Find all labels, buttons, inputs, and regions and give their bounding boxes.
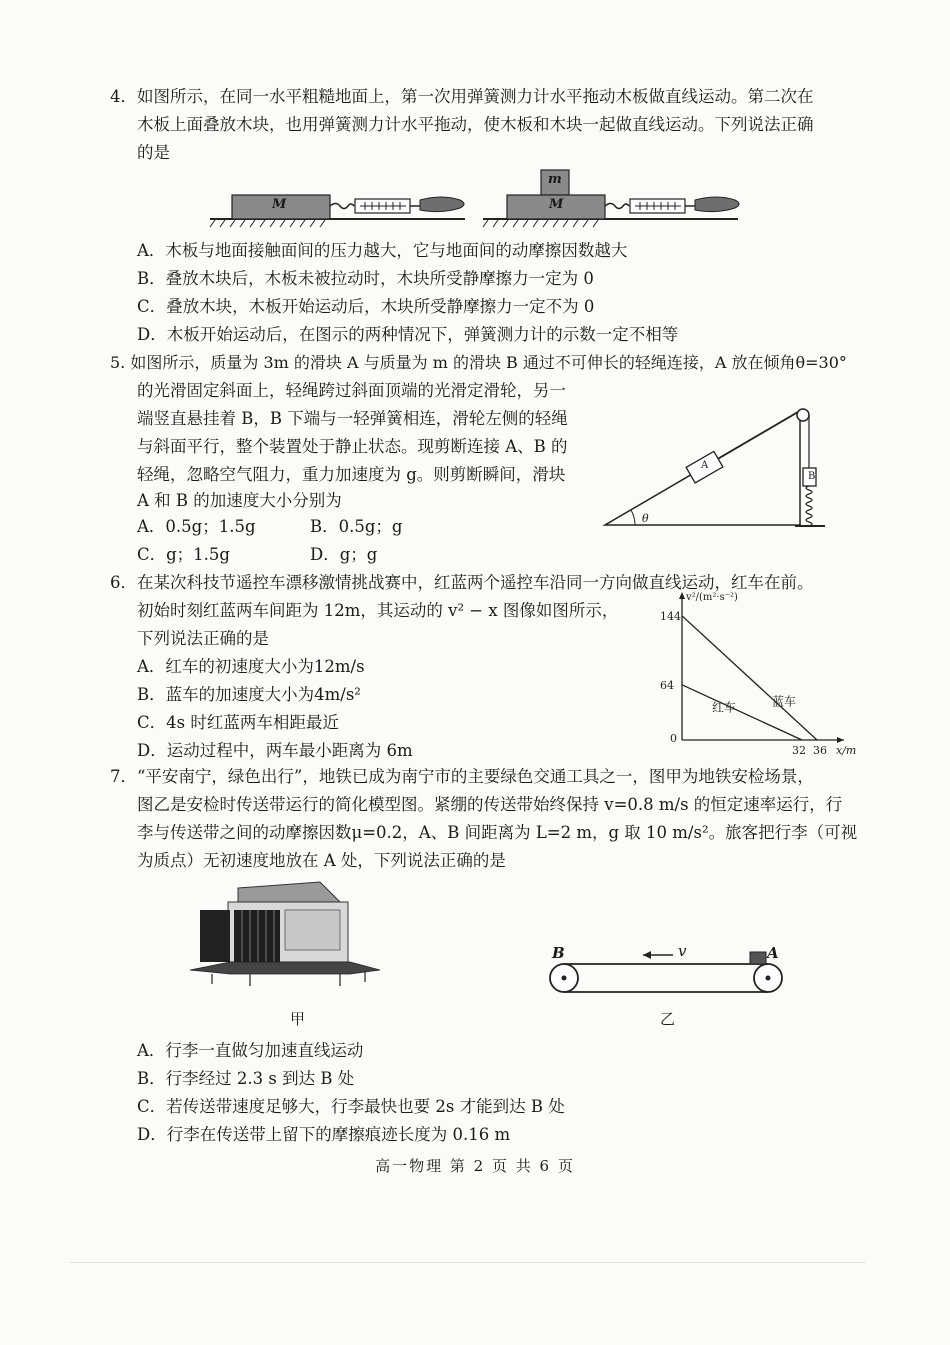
q5-figure-incline [605,405,845,530]
q4-figure-board [210,182,480,232]
q5-option-b: B．0.5g；g [310,517,403,536]
q4-option-d: D．木板开始运动后，在图示的两种情况下，弹簧测力计的示数一定不相等 [137,325,679,344]
q6-option-d: D．运动过程中，两车最小距离为 6m [137,741,413,760]
q7-label-a: A [767,944,779,962]
q4-stem-line2: 木板上面叠放木块，也用弹簧测力计水平拖动，使木板和木块一起做直线运动。下列说法正确 [137,115,814,134]
q7-stem-line2: 图乙是安检时传送带运行的简化模型图。紧绷的传送带始终保持 v=0.8 m/s 的恒定速率运行，行 [137,795,843,814]
q7-label-jia: 甲 [290,1010,306,1028]
bottom-rule [70,1262,865,1263]
q5-option-a: A．0.5g；1.5g [137,517,256,536]
x-tick-label: 36 [813,744,827,757]
series-label-blue-car: 蓝车 [772,694,797,709]
q5-stem-line6: A 和 B 的加速度大小分别为 [137,491,342,510]
q5-stem-line3: 端竖直悬挂着 B，B 下端与一轻弹簧相连，滑轮左侧的轻绳 [137,409,568,428]
origin-label: 0 [670,732,677,745]
q4-figure-board-block [483,166,753,232]
y-axis-label: v²/(m²·s⁻²) [686,592,738,603]
q7-figure-xray-machine [190,880,385,992]
q4-stem-line3: 的是 [137,143,170,162]
q4-option-b: B．叠放木块后，木板未被拉动时，木块所受静摩擦力一定为 0 [137,269,594,288]
q5-label-b: B [808,471,816,482]
q4-stem-line1: 4．如图所示，在同一水平粗糙地面上，第一次用弹簧测力计水平拖动木板做直线运动。第二次在 [110,87,814,106]
q7-label-v: v [678,942,687,960]
q7-label-b: B [552,944,565,962]
q7-label-yi: 乙 [660,1010,676,1028]
q5-option-c: C．g；1.5g [137,545,230,564]
q6-option-a: A．红车的初速度大小为12m/s [137,657,365,676]
q7-option-d: D．行李在传送带上留下的摩擦痕迹长度为 0.16 m [137,1125,511,1144]
q4-label-M-first: M [272,197,287,212]
y-tick-label: 144 [660,609,681,623]
q6-option-c: C．4s 时红蓝两车相距最近 [137,713,339,732]
q6-option-b: B．蓝车的加速度大小为4m/s² [137,685,361,704]
q7-stem-line4: 为质点）无初速度地放在 A 处，下列说法正确的是 [137,851,506,870]
q7-option-c: C．若传送带速度足够大，行李最快也要 2s 才能到达 B 处 [137,1097,565,1116]
x-axis-arrow [837,737,844,743]
series-label-red-car: 红车 [712,700,737,715]
q6-stem-line3: 下列说法正确的是 [137,629,269,648]
q5-label-theta: θ [642,512,649,525]
q6-stem-line1: 6．在某次科技节遥控车漂移激情挑战赛中，红蓝两个遥控车沿同一方向做直线运动，红车在前。 [110,573,814,592]
q5-stem-line5: 轻绳，忽略空气阻力，重力加速度为 g。则剪断瞬间，滑块 [137,465,566,484]
q7-stem-line1: 7．“平安南宁，绿色出行”，地铁已成为南宁市的主要绿色交通工具之一，图甲为地铁安检场景， [110,767,814,786]
q6-stem-line2: 初始时刻红蓝两车间距为 12m，其运动的 v² − x 图像如图所示， [137,601,619,620]
q5-label-a: A [701,460,709,471]
page-footer: 高一物理 第 2 页 共 6 页 [375,1157,575,1175]
y-tick-label: 64 [660,678,674,692]
q7-figure-conveyor [540,940,800,1000]
x-tick-label: 32 [792,744,806,757]
y-axis-arrow [679,592,685,599]
x-axis-label: x/m [836,744,857,757]
q6-v2-x-chart [640,592,860,762]
series-line-blue-car [682,616,817,740]
q7-option-b: B．行李经过 2.3 s 到达 B 处 [137,1069,355,1088]
q5-stem-line1: 5. 如图所示，质量为 3m 的滑块 A 与质量为 m 的滑块 B 通过不可伸长的轻绳连接，A 放在倾角θ=30° [110,353,847,372]
q7-stem-line3: 李与传送带之间的动摩擦因数μ=0.2，A、B 间距离为 L=2 m，g 取 10 m/s²。旅客把行李（可视 [137,823,858,842]
q4-option-a: A．木板与地面接触面间的压力越大，它与地面间的动摩擦因数越大 [137,241,628,260]
q7-option-a: A．行李一直做匀加速直线运动 [137,1041,364,1060]
q5-option-d: D．g；g [310,545,378,564]
q5-stem-line2: 的光滑固定斜面上，轻绳跨过斜面顶端的光滑定滑轮，另一 [137,381,566,400]
q4-label-m: m [548,172,562,187]
q5-stem-line4: 与斜面平行，整个装置处于静止状态。现剪断连接 A、B 的 [137,437,568,456]
q4-option-c: C．叠放木块，木板开始运动后，木块所受静摩擦力一定不为 0 [137,297,595,316]
series-line-red-car [682,685,802,740]
q4-label-M-second: M [549,197,564,212]
